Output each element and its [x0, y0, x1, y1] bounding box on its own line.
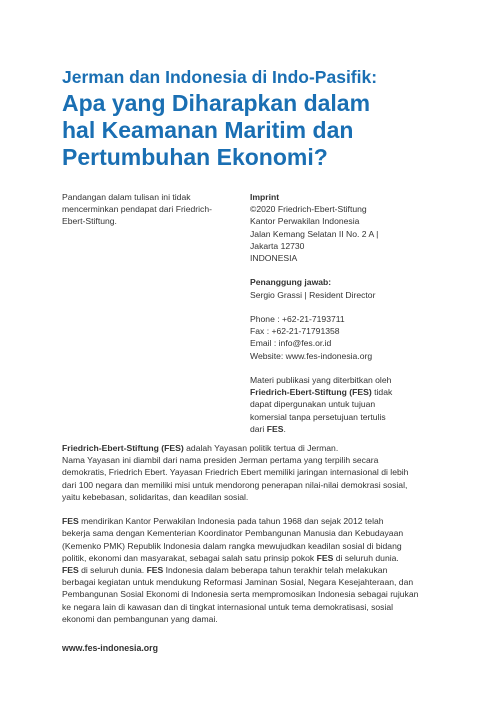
document-subtitle: Jerman dan Indonesia di Indo-Pasifik: [62, 67, 378, 87]
about-text: Indonesia dalam beberapa tahun terakhir telah melakukan [163, 565, 388, 576]
about-line [62, 552, 452, 564]
about-text: mendirikan Kantor Perwakilan Indonesia pada tahun 1968 dan sejak 2012 telah [78, 516, 384, 527]
about-line: demokratis, Friedrich Ebert. Yayasan Friedrich Ebert memiliki jaringan internasional di lebih [62, 467, 409, 478]
fes-abbrev: FES [266, 423, 284, 434]
fes-name: Friedrich-Ebert-Stiftung (FES) [250, 387, 372, 398]
about-line: ke negara lain di kawasan dan di tingkat internasional untuk tema demokratisasi, sosial [62, 601, 394, 612]
fes-abbrev: FES [62, 565, 79, 576]
about-line [62, 515, 452, 527]
about-line [62, 442, 452, 454]
disclaimer [62, 191, 222, 228]
phone-number: Phone : +62-21-7193711 [250, 314, 345, 324]
about-text: di seluruh dunia. [333, 552, 399, 563]
about-line: berbagai kegiatan untuk mendukung Reformasi Jaminan Sosial, Negara Kesejahteraan, dan [62, 577, 414, 588]
disclaimer-line: Ebert-Stiftung. [62, 216, 117, 227]
about-line: yaitu kebebasan, solidaritas, dan keadilan sosial. [62, 491, 249, 502]
imprint-address-line: ©2020 Friedrich-Ebert-Stiftung [250, 204, 367, 215]
website-address: Website: www.fes-indonesia.org [250, 350, 373, 361]
publication-note-line: dapat dipergunakan untuk tujuan [250, 399, 376, 410]
fes-abbrev: FES [316, 552, 334, 563]
publication-note-line [250, 423, 450, 435]
about-line [62, 564, 452, 576]
imprint-address-line: Jalan Kemang Selatan II No. 2 A | [250, 228, 379, 239]
about-text: politik, ekonomi dan masyarakat, sebagai salah satu prinsip pokok [62, 552, 317, 563]
about-text: adalah Yayasan politik tertua di Jerman. [183, 443, 339, 453]
note-text: dari [250, 423, 267, 434]
publication-note-line [250, 386, 450, 398]
about-line: (Kemenko PMK) Republik Indonesia dalam rangka mewujudkan keadilan sosial di bidang [62, 540, 402, 551]
fes-abbrev: FES [146, 565, 164, 576]
about-line: Pembangunan Sosial Ekonomi di Indonesia serta mempromosikan Indonesia sebagai rujukan [62, 589, 419, 600]
title-line: hal Keamanan Maritim dan [62, 117, 354, 143]
note-text: tidak [371, 387, 393, 398]
about-line: Nama Yayasan ini diambil dari nama presiden Jerman pertama yang terpilih secara [62, 455, 379, 466]
disclaimer-line: Pandangan dalam tulisan ini tidak [62, 192, 191, 202]
about-text: di seluruh dunia. [78, 565, 147, 576]
about-line: ekonomi dan pembangunan yang damai. [62, 613, 218, 624]
imprint-address-line: Jakarta 12730 [250, 240, 305, 251]
email-address: Email : info@fes.or.id [250, 338, 332, 349]
responsible-name: Sergio Grassi | Resident Director [250, 289, 376, 300]
publication-note-line: komersial tanpa persetujuan tertulis [250, 411, 386, 422]
note-text: . [283, 423, 286, 434]
imprint-address-line: INDONESIA [250, 253, 298, 264]
disclaimer-line: mencerminkan pendapat dari Friedrich- [62, 204, 212, 215]
imprint-address-line: Kantor Perwakilan Indonesia [250, 216, 360, 227]
about-line: dari 100 negara dan memiliki misi untuk mendorong penerapan nilai-nilai demokrasi sosial, [62, 479, 408, 490]
footer-url[interactable]: www.fes-indonesia.org [62, 643, 158, 653]
imprint-heading: Imprint [250, 192, 280, 202]
document-title [62, 90, 462, 171]
fax-number: Fax : +62-21-71791358 [250, 326, 340, 337]
imprint-block [250, 191, 450, 435]
responsible-heading: Penanggung jawab: [250, 277, 332, 288]
fes-abbrev: FES [62, 516, 79, 527]
publication-note-line: Materi publikasi yang diterbitkan oleh [250, 375, 392, 385]
fes-name: Friedrich-Ebert-Stiftung (FES) [62, 443, 184, 453]
about-line: bekerja sama dengan Kementerian Koordinator Pembangunan Manusia dan Kebudayaan [62, 528, 404, 539]
title-line: Apa yang Diharapkan dalam [62, 90, 371, 116]
title-line: Pertumbuhan Ekonomi? [62, 144, 328, 170]
about-fes [62, 442, 452, 625]
